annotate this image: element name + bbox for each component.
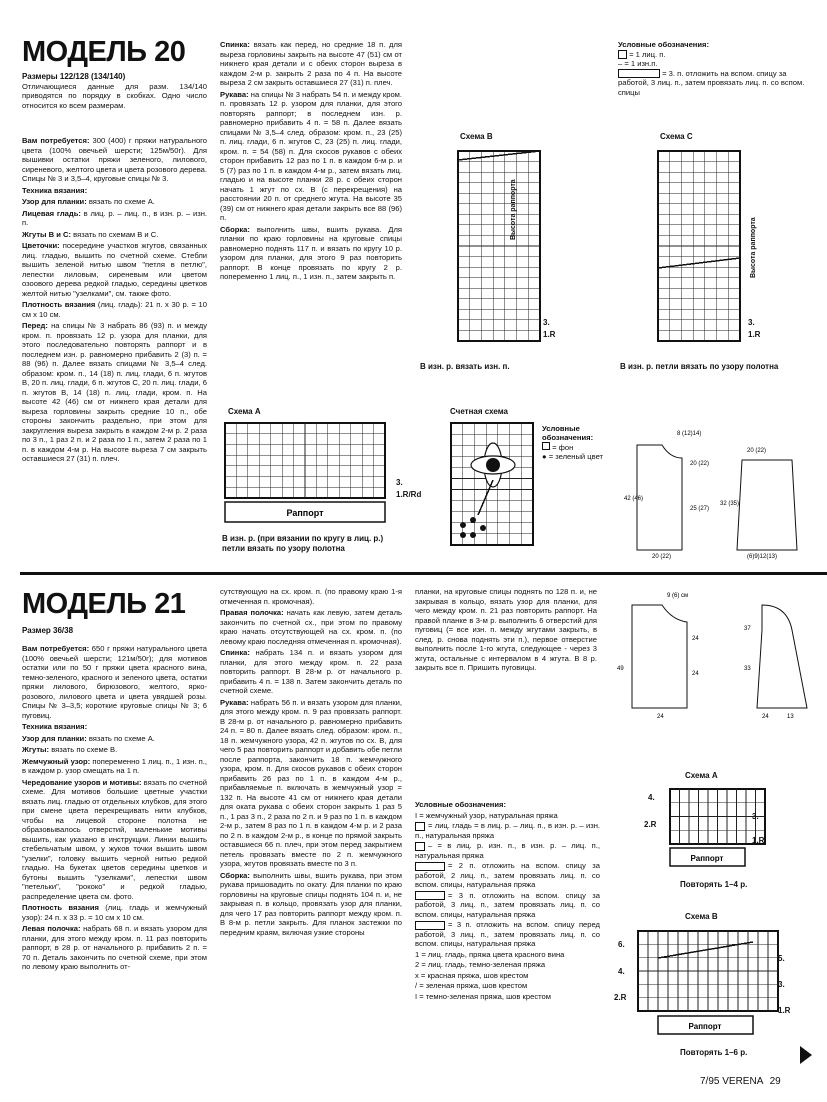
footer-page: 29 bbox=[769, 1076, 781, 1087]
m21-col3-para bbox=[415, 587, 597, 673]
dot-icon bbox=[470, 517, 476, 523]
m20-schema-b-side: Высота раппорта bbox=[510, 179, 517, 240]
m20-col1-para bbox=[22, 136, 207, 184]
m21-column-1 bbox=[22, 644, 207, 974]
m20-col2-para-heading: Спинка: bbox=[220, 40, 250, 49]
m20-col1-para-heading: Цветочки: bbox=[22, 241, 60, 250]
m20-schema-c-title: Схема С bbox=[660, 132, 693, 141]
legend-symbol-icon bbox=[415, 822, 425, 831]
legend-symbol-icon bbox=[415, 891, 445, 900]
m20-col2-para-text: на спицы № 3 набрать 54 п. и между кром. п. провязать 12 р. узором для планки, для этого повторять раппорт; в последнем изн. р. равномерно прибавить 4 п. = 58 п. Далее вязать спицами № 3,5–4 след. образом: кром. п., 23 (25) п. лиц. глади, 6 п. жгутов С, 23 (25) п. лиц. глади, кром. п. = 54 (58) п. Для скосов рукавов с обеих сторон прибавить 12 раз по 1 п. в каждом 6-м р. и 5 (7) раз по 1 п. в каждом 4-м р., затем вязать лиц. гладью и на высоте планки 28 р. с обеих сторон начать 1 жгут по сх. В (с перекрещения) на расстоянии 20 п. от среднего жгута. На высоте 35 (39) см от нижнего края детали закрыть все 88 (96) п. bbox=[220, 89, 402, 222]
m21-col2-para-text: начать как левую, затем деталь закончить по счетной сх., при этом по правому краю начать отсутствующей на сх. кром. п. (по левому краю последняя отмеченная п. кромочная). bbox=[220, 608, 402, 646]
m21-col2-para-heading: Сборка: bbox=[220, 870, 250, 880]
count-schema-legend bbox=[542, 424, 617, 461]
m21-col1-para-text: попеременно 1 лиц. п., 1 изн. п., в каждом р. узор смещать на 1 п. bbox=[22, 756, 207, 775]
m21-measure-c: 24 bbox=[692, 671, 699, 677]
m21-col2-para bbox=[220, 871, 402, 938]
m20-col2-para-text: выполнить швы, вшить рукава. Для планки по краю горловины на круговые спицы равномерно поднять 117 п. и вязать по кругу 10 р. узором для планки, для этого 9 раз повторить раппорт. В конце провязать по кругу 2 р. попеременно 1 лиц. п., 1 изн. п., затем закрыть п. bbox=[220, 224, 402, 281]
m21-legend-item: I = темно-зеленая пряжа, шов крестом bbox=[415, 991, 551, 1001]
m20-col1-para-text: (лиц. гладь): 21 п. x 30 р. = 10 см x 10 см. bbox=[22, 300, 207, 319]
m20-legend-1: = 1 лиц. п. bbox=[618, 50, 808, 60]
m20-schema-a-title: Схема А bbox=[228, 407, 261, 416]
m20-col2-para bbox=[220, 225, 402, 282]
m20-col1-para-text: в лиц. р. – лиц. п., в изн. р. – изн. п. bbox=[22, 208, 207, 227]
sleeve-piece-outline bbox=[737, 460, 797, 550]
m20-col1-para bbox=[22, 241, 207, 298]
m21-col2-para-text: набрать 134 п. и вязать узором для планки, для этого между кром. п. 22 раза повторить раппорт. В 28-м р. от начального р. прибавить 4 п. = 138 п. Затем закончить деталь по счетной схеме. bbox=[220, 648, 402, 695]
m20-schema-a-row1: 1.R/Rd bbox=[396, 490, 422, 499]
m20-measure-f: 32 (35) bbox=[720, 501, 740, 507]
m21-col1-para bbox=[22, 722, 207, 732]
m21-col1-para bbox=[22, 757, 207, 776]
m21-col2-para-heading: Рукава: bbox=[220, 697, 249, 707]
m20-schema-c-row3: 3. bbox=[748, 318, 755, 327]
sleeve-piece-outline bbox=[757, 605, 807, 708]
m21-size: Размер 36/38 bbox=[22, 626, 74, 635]
m21-legend-item: – = в лиц. р. изн. п., в изн. р. – лиц. п., натуральная пряжа bbox=[415, 841, 600, 860]
m21-schema-a-chart bbox=[665, 786, 785, 876]
legend-symbol-icon bbox=[415, 842, 425, 851]
m21-legend-item: = 3 п. отложить на вспом. спицу за работой, 3 лиц. п., затем провязать лиц. п. со вспом. спицы, натуральная пряжа bbox=[415, 890, 600, 919]
m21-legend-item: = 2 п. отложить на вспом. спицу за работой, 2 лиц. п., затем провязать лиц. п. со вспом. спицы, натуральная пряжа bbox=[415, 861, 600, 889]
m20-pattern-pieces bbox=[622, 430, 812, 560]
m20-col2-para-heading: Сборка: bbox=[220, 224, 250, 234]
m21-legend-item: 1 = лиц. гладь, пряжа цвета красного вина bbox=[415, 949, 565, 959]
m21-col1-para-heading: Вам потребуется: bbox=[22, 644, 90, 653]
m21-measure-g: 24 bbox=[762, 714, 769, 720]
legend-symbol-icon bbox=[415, 921, 445, 930]
m21-legend-item: 2 = лиц. гладь, темно-зеленая пряжа bbox=[415, 960, 546, 969]
m21-measure-h: 13 bbox=[787, 714, 794, 720]
m21-measure-f: 33 bbox=[744, 666, 751, 672]
m21-measure-b: 49 bbox=[617, 666, 624, 672]
m20-measure-top: 8 (12)14) bbox=[677, 431, 702, 437]
m21-col1-para-text: (лиц. гладь и жемчужный узор): 24 п. x 33 р. = 10 см x 10 см. bbox=[22, 903, 208, 922]
m21-schema-a-title: Схема А bbox=[685, 771, 718, 780]
m21-legend-item: x = красная пряжа, шов крестом bbox=[415, 970, 529, 980]
m21-col1-para bbox=[22, 778, 207, 902]
next-page-arrow-icon bbox=[800, 1046, 812, 1064]
m20-measure-a: 20 (22) bbox=[690, 461, 710, 467]
m21-schema-b-r4: 4. bbox=[618, 967, 625, 976]
m20-col1-para-heading: Техника вязания: bbox=[22, 185, 88, 195]
m21-schema-a-repeat: Повторять 1–4 р. bbox=[680, 880, 748, 889]
m20-col1-para bbox=[22, 209, 207, 228]
schema-c-cable bbox=[658, 258, 740, 268]
m20-schema-c-side: Высота раппорта bbox=[750, 217, 757, 278]
m21-col1-para-text: вязать по счетной схеме. Для мотивов большие цветные участки вязать лиц. гладью от отдельных клубков, для этого при смене цвета перекрещивать нити клубков, чтобы на лицевой стороне полотна не образовывалось отверстий, маленькие мотивы вышить, как указано в инструкции. Линии вышить стебельчатым швом, у жуков точки вышить швом "узелки", головку вышить черной нитью редкой гладью. На букетах цветов середины цветков и бутоны вышить "узелками", лепестки швом "петельки", "рококо" и редкой гладью, распределение цвета см. фото. bbox=[22, 777, 207, 901]
m20-schema-b-caption: В изн. р. вязать изн. п. bbox=[420, 362, 510, 371]
m21-col1-para bbox=[22, 745, 207, 755]
m21-schema-b-chart bbox=[633, 928, 783, 1043]
m21-col1-para-heading: Техника вязания: bbox=[22, 722, 88, 731]
m21-schema-b-title: Схема В bbox=[685, 912, 718, 921]
footer bbox=[700, 1076, 781, 1087]
m20-sizes bbox=[22, 72, 207, 110]
count-schema-legend-2: ● = зеленый цвет bbox=[542, 452, 604, 461]
m20-col1-para bbox=[22, 186, 207, 196]
m20-col1-para-text: вязать по схеме А. bbox=[86, 197, 155, 206]
m20-column-2 bbox=[220, 40, 402, 284]
m20-schema-a-row3: 3. bbox=[396, 478, 403, 487]
m21-schema-b-r5: 5. bbox=[778, 954, 785, 963]
m20-col1-para-text: 300 (400) г пряжи натурального цвета (100% овечьей шерсти; 125м/50г). Для вышивки остатки пряжи зеленого, лилового, сиреневого, желтого цвета и цвета розового дерева. Спицы № 3 и 3,5–4, круговые спицы № 3. bbox=[22, 136, 207, 183]
m20-col1-para bbox=[22, 230, 207, 240]
schema-b-cable bbox=[458, 151, 540, 160]
m20-measure-g: (6)9)12(13) bbox=[747, 554, 778, 560]
m20-col1-para-text: посередине участков жгутов, связанных лиц. гладью, вышить по счетной схеме. Стебли вышить зеленой нитью швом "петля в петлю", лепестки лиловым, сиреневым или цветом озоового дерева редкой гладью, середины цветков желтой нитью "узелками", см. также фото. bbox=[22, 241, 207, 298]
m20-col1-para-heading: Лицевая гладь: bbox=[22, 208, 81, 218]
m21-pattern-pieces bbox=[612, 590, 812, 720]
m21-col2-para bbox=[220, 648, 402, 696]
m21-col1-para-heading: Чередование узоров и мотивы: bbox=[22, 777, 142, 787]
m20-legend bbox=[618, 40, 808, 97]
m20-sizes-label: Размеры 122/128 (134/140) bbox=[22, 72, 126, 81]
m20-col1-para bbox=[22, 321, 207, 464]
front-piece-outline bbox=[632, 605, 687, 708]
m20-schema-b-title: Схема В bbox=[460, 132, 493, 141]
m20-schema-b-chart bbox=[455, 148, 555, 348]
m21-schema-a-r4: 4. bbox=[648, 793, 655, 802]
m21-legend bbox=[415, 800, 600, 1002]
m21-col2-para bbox=[220, 587, 402, 606]
m20-col1-para bbox=[22, 197, 207, 207]
m21-col1-para-heading: Жемчужный узор: bbox=[22, 756, 91, 766]
m21-col2-para-text: сутствующую на сх. кром. п. (по правому краю 1-я отмеченная п. кромочная). bbox=[220, 587, 402, 606]
m20-schema-b-row3: 3. bbox=[543, 318, 550, 327]
m20-schema-b-row1: 1.R bbox=[543, 330, 556, 339]
m21-legend-title: Условные обозначения: bbox=[415, 800, 507, 809]
m21-col1-para-text: 650 г пряжи натурального цвета (100% овечьей шерсти; 121м/50г); для мотивов остатки или по 50 г пряжи цвета красного вина, темно-зеленого, красного и зеленого цвета, остатки пряжи лилового, бирюзового, желтого, ярко-розового, лилового цвета и цвета увядшей розы. Спицы № 3–3,5; короткие круговые спицы № 3; 6 пуговиц. bbox=[22, 644, 207, 720]
legend-symbol-icon bbox=[415, 862, 445, 871]
m21-legend-item: / = зеленая пряжа, шов крестом bbox=[415, 981, 528, 990]
schema-a21-rapport-label: Раппорт bbox=[690, 854, 724, 863]
m21-col1-para-text: набрать 68 п. и вязать узором для планки, для этого между кром. п. 11 раз повторить раппорт, в 28 р. от начального р. прибавить 2 п. = 70 п. Деталь закончить по счетной схеме, при этом по левому краю выполнить от- bbox=[22, 924, 207, 971]
model-21-title: МОДЕЛЬ 21 bbox=[22, 588, 186, 620]
m21-measure-top: 9 (6) см bbox=[667, 593, 689, 599]
m21-schema-b-r2: 2.R bbox=[614, 993, 627, 1002]
m20-col2-para-heading: Рукава: bbox=[220, 89, 249, 99]
m20-col2-para-text: вязать как перед, но средние 18 п. для выреза горловины закрыть на высоте 47 (51) см от нижнего края детали и с обеих сторон выреза в каждом 2-м р. закрыть 2 раза по 4 п. На высоте выреза 2 см закрыть оставшиеся 27 (31) п. плеч. bbox=[220, 40, 402, 87]
m21-col2-para-text: набрать 56 п. и вязать узором для планки, для этого между кром. п. 9 раз провязать раппорт. В 28-м р. от начального р. равномерно прибавить 24 п. = 80 п. Далее вязать след. образом: кром. п., 18 п. жемчужного узора, 42 п. жгутов по сх. В, для чего 5 раз повторить раппорт и добавить обе петли после раппорта, закончить 18 п. жемчужного узора, кром. п. Для скосов рукавов с обеих сторон прибавить 26 раз по 1 п. в каждом 4-м р., прибавляемые п. включать в жемчужный узор = 132 п. На высоте 41 см от нижнего края детали для оката рукава с обеих сторон закрыть 1 раз 5 п., 1 раз 3 п., 2 раза по 2 п. и 9 раз по 1 п. в каждом 2-м р., затем 8 раз по 1 п. в каждом 4-м р. и 2 раза по 2 п. в каждом 2-м р., в конце по прямой закрыть оставшиеся 66 п. плеч, при этом перед закрытием петель провязать вместе по 2 п. жемчужного узора, жгутов провязать вместе по 3 п. bbox=[220, 697, 402, 868]
m20-column-1 bbox=[22, 136, 207, 466]
dot-icon bbox=[480, 525, 486, 531]
flower-center-icon bbox=[486, 458, 500, 472]
m21-measure-a: 24 bbox=[692, 636, 699, 642]
m20-col1-para-heading: Перед: bbox=[22, 321, 48, 330]
m21-col1-para-heading: Узор для планки: bbox=[22, 733, 87, 743]
m21-col2-para-heading: Правая полочка: bbox=[220, 608, 284, 617]
dot-icon bbox=[460, 522, 466, 528]
m21-schema-a-r2: 2.R bbox=[644, 820, 657, 829]
m21-legend-item: = 3 п. отложить на вспом. спицу перед работой, 3 лиц. п., затем провязать лиц. п. со вспом. спицы, натуральная пряжа bbox=[415, 920, 600, 948]
count-schema-legend-1: = фон bbox=[542, 442, 617, 452]
front-piece-outline bbox=[637, 445, 682, 550]
m20-col1-para-heading: Жгуты В и С: bbox=[22, 229, 72, 239]
m21-col2-para bbox=[220, 698, 402, 869]
m21-measure-d: 24 bbox=[657, 714, 664, 720]
m21-col1-para-text: вязать по схеме А. bbox=[86, 733, 155, 743]
m20-col1-para-text: вязать по схемам В и С. bbox=[71, 229, 159, 239]
m21-col1-para bbox=[22, 734, 207, 744]
m21-col2-para bbox=[220, 608, 402, 646]
m20-schema-c-row1: 1.R bbox=[748, 330, 761, 339]
m20-col1-para-heading: Вам потребуется: bbox=[22, 136, 90, 145]
m20-sizes-text: Отличающиеся данные для разм. 134/140 приводятся по порядку в скобках. Одно число относится ко всем размерам. bbox=[22, 81, 207, 110]
schema-b21-rapport-label: Раппорт bbox=[688, 1022, 722, 1031]
m20-col2-para bbox=[220, 90, 402, 223]
m20-schema-c-chart bbox=[655, 148, 755, 348]
m21-schema-a-r1: 1.R bbox=[752, 836, 765, 845]
m21-col3-para-text: планки, на круговые спицы поднять по 128 п. и, не закрывая в кольцо, вязать узор для планки, для чего между кром. п. 21 раз повторить раппорт. На правой планке в 3-м р. выполнить 6 отверстий для пуговиц (= все изн. п. между жгутами закрыть, в след. р. снова поднять эти п.), первое отверстие выполнить после 1-го жгута, следующее - через 3 жгута, остальные с интервалом в 4 жгута. В 8 р. закрыть все п. Пришить пуговицы. bbox=[415, 587, 597, 672]
m21-schema-b-repeat: Повторять 1–6 р. bbox=[680, 1048, 748, 1057]
m21-schema-b-r6: 6. bbox=[618, 940, 625, 949]
m21-column-2 bbox=[220, 587, 402, 939]
count-schema-chart bbox=[448, 420, 538, 550]
m20-measure-b: 42 (46) bbox=[624, 496, 644, 502]
m20-measure-c: 25 (27) bbox=[690, 506, 710, 512]
m21-schema-a-r3: 3. bbox=[752, 812, 759, 821]
dot-icon bbox=[460, 532, 466, 538]
m21-col1-para-heading: Жгуты: bbox=[22, 745, 50, 754]
m21-legend-item: I = жемчужный узор, натуральная пряжа bbox=[415, 810, 558, 820]
count-schema-title: Счетная схема bbox=[450, 407, 508, 416]
m21-col1-para bbox=[22, 903, 207, 922]
model-20-title: МОДЕЛЬ 20 bbox=[22, 36, 186, 68]
m20-schema-c-caption: В изн. р. петли вязать по узору полотна bbox=[620, 362, 779, 371]
m21-col1-para-text: вязать по схеме В. bbox=[49, 745, 118, 754]
m20-col1-para-text: на спицы № 3 набрать 86 (93) п. и между кром. п. провязать 12 р. узора для планки, для этого последовательно повторять раппорт и в последнем изн. р. равномерно прибавить 2 (3) п. = 88 (96) п. Далее вязать спицами № 3,5–4 след. образом: кром. п., 14 (18) п. лиц. глади, 6 п. жгутов В, 20 п. лиц. глади, 6 п. жгутов С, 20 п. лиц. глади, 6 п. жгутов В, 14 (18) п. лиц. глади, кром. п. На высоте 42 (46) см от нижнего края детали для выреза горловины закрыть средние 10 п., обе стороны закончить раздельно, при этом для закругления выреза закрыть в каждом 2-м р. 2 раза по 3 п., 1 раз 2 п. и 2 раза по 1 п., затем 2 раза по 1 п. в каждом 4-м р. На высоте выреза 7 см закрыть оставшиеся 27 (31) п. плеч. bbox=[22, 321, 207, 463]
count-schema-legend-title: Условные обозначения: bbox=[542, 424, 594, 442]
m20-col1-para-heading: Плотность вязания bbox=[22, 300, 96, 309]
m21-col1-para bbox=[22, 924, 207, 972]
m21-schema-b-r3: 3. bbox=[778, 980, 785, 989]
m20-measure-d: 20 (22) bbox=[652, 554, 672, 560]
m20-col1-para bbox=[22, 300, 207, 319]
m20-legend-3: = 3. п. отложить на вспом. спицу за работой, 3 лиц. п., затем провязать лиц. п. со вспом. спицы bbox=[618, 68, 805, 97]
m21-schema-b-r1: 1.R bbox=[778, 1006, 791, 1015]
stem-line bbox=[478, 480, 493, 515]
dot-icon bbox=[470, 532, 476, 538]
m20-col1-para-heading: Узор для планки: bbox=[22, 197, 87, 206]
schema-a20-rapport-label: Раппорт bbox=[286, 508, 324, 518]
footer-issue: 7/95 VERENA bbox=[700, 1076, 763, 1087]
m21-col1-para-heading: Плотность вязания bbox=[22, 903, 99, 912]
m21-col1-para bbox=[22, 644, 207, 720]
m20-col2-para bbox=[220, 40, 402, 88]
m20-schema-a-chart bbox=[222, 420, 392, 530]
m21-col2-para-heading: Спинка: bbox=[220, 648, 250, 657]
m21-legend-item: = лиц. гладь = в лиц. р. – лиц. п., в изн. р. – изн. п., натуральная пряжа bbox=[415, 821, 600, 840]
m20-legend-title: Условные обозначения: bbox=[618, 40, 710, 49]
m21-column-3 bbox=[415, 587, 597, 675]
m21-col1-para-heading: Левая полочка: bbox=[22, 924, 81, 933]
m20-measure-e: 20 (22) bbox=[747, 448, 767, 454]
m20-legend-2: – = 1 изн.п. bbox=[618, 59, 658, 68]
page-divider bbox=[20, 572, 827, 575]
m21-col2-para-text: выполнить швы, вшить рукава, при этом рукава пришовадить по окату. Для планки по краю горловины на круговые спицы поднять 104 п. и, не закрывая п. в кольцо, провязать узор для планки, для чего 17 раз повторить раппорт между кром. п. В 8-м р. петли закрыть. Для планок застежки по передним краям, включая узкие стороны bbox=[220, 870, 402, 937]
m20-schema-a-caption: В изн. р. (при вязании по кругу в лиц. р.) петли вязать по узору полотна bbox=[222, 534, 384, 553]
m21-measure-e: 37 bbox=[744, 626, 751, 632]
